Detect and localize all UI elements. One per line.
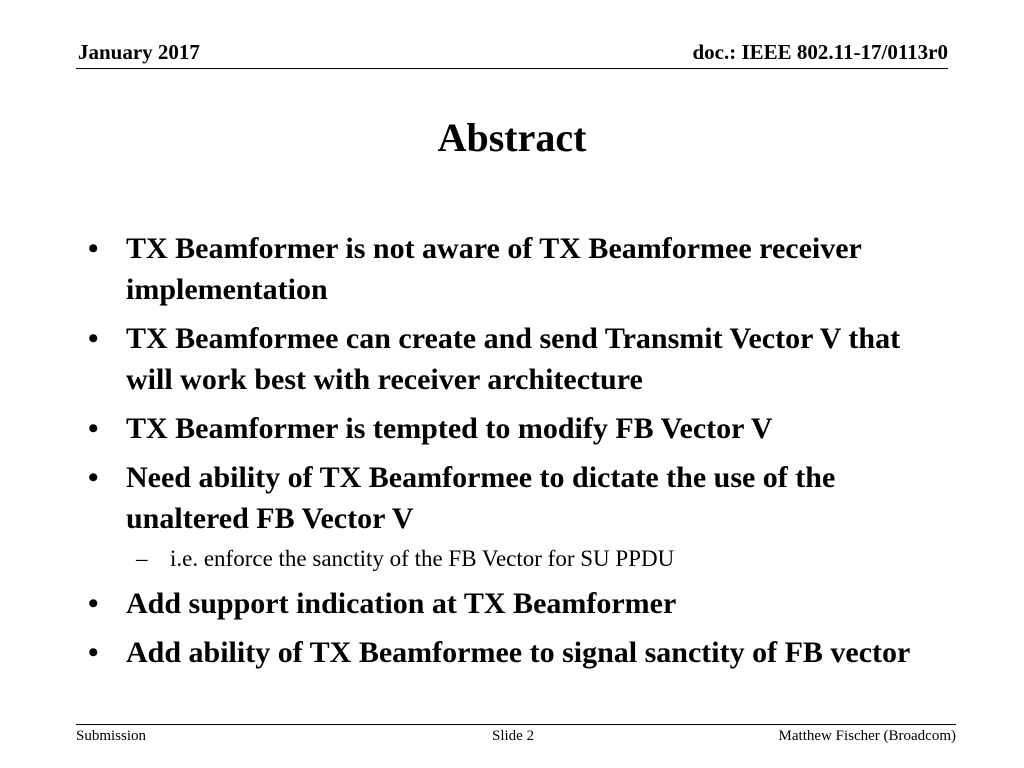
bullet-marker: • — [88, 322, 99, 355]
sub-bullet-marker: – — [136, 546, 148, 571]
bullet-item — [0, 228, 936, 310]
bullet-item — [0, 457, 936, 539]
header-doc-id: doc.: IEEE 802.11-17/0113r0 — [692, 40, 948, 64]
bullet-text: Add support indication at TX Beamformer — [126, 587, 677, 620]
bullet-text: Need ability of TX Beamformee to dictate the use of the unaltered FB Vector V — [126, 461, 836, 535]
footer-submission: Submission — [76, 728, 147, 744]
bullet-text: TX Beamformer is not aware of TX Beamformee receiver implementation — [126, 232, 862, 306]
slide-title: Abstract — [437, 115, 587, 160]
bullet-marker: • — [88, 461, 99, 494]
header-date: January 2017 — [78, 40, 200, 64]
bullet-text: TX Beamformee can create and send Transmit Vector V that will work best with receiver architecture — [126, 322, 901, 396]
bullet-item — [0, 408, 936, 449]
bullet-item — [0, 583, 936, 624]
footer-slide-number: Slide 2 — [492, 728, 535, 744]
bullet-marker: • — [88, 636, 99, 669]
sub-bullet-item — [0, 544, 950, 574]
bullet-marker: • — [88, 587, 99, 620]
bullet-text: Add ability of TX Beamformee to signal sanctity of FB vector — [126, 636, 911, 669]
bullet-marker: • — [88, 412, 99, 445]
header-divider — [76, 68, 948, 69]
bullet-item — [0, 318, 936, 400]
sub-bullet-text: i.e. enforce the sanctity of the FB Vector for SU PPDU — [170, 546, 675, 571]
footer-author: Matthew Fischer (Broadcom) — [778, 728, 956, 744]
bullet-text: TX Beamformer is tempted to modify FB Vector V — [126, 412, 773, 445]
bullet-marker: • — [88, 232, 99, 265]
footer-divider — [76, 724, 956, 725]
bullet-list — [0, 228, 1024, 681]
bullet-item — [0, 632, 936, 673]
